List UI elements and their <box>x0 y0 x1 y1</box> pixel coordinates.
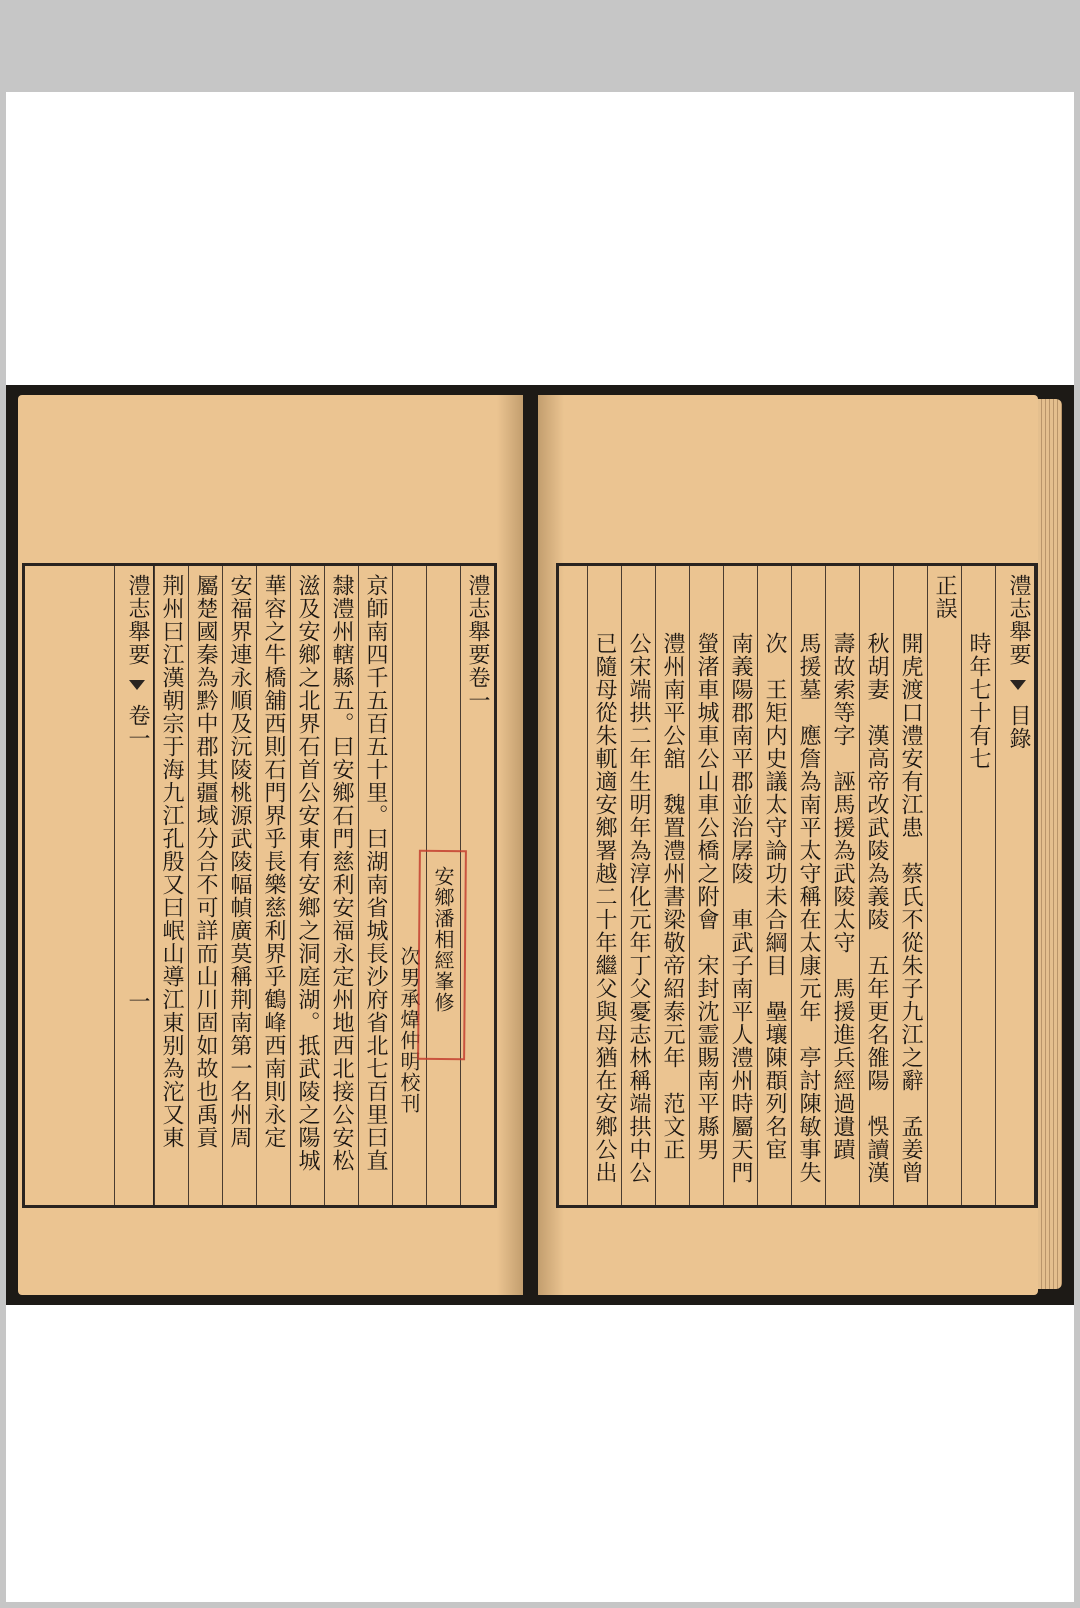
banner-column <box>114 566 154 1205</box>
toc-column: 已隨母從朱軏適安鄉署越二十年繼父與母猶在安鄉公出 <box>587 566 621 1205</box>
toc-column: 次 王矩内史議太守論功未合綱目 壘壤陳頵列名宦 <box>757 566 791 1205</box>
banner-section: 目錄 <box>1006 704 1031 750</box>
text-column: 荆州曰江漢朝宗于海九江孔殷又曰岷山導江東别為沱又東 <box>154 566 188 1205</box>
toc-column: 秋胡妻 漢高帝改武陵為義陵 五年更名雒陽 悞讀漢 <box>859 566 893 1205</box>
gutter-shadow <box>497 395 523 1295</box>
text-column: 時年七十有七 <box>961 566 995 1205</box>
text-column: 滋及安鄉之北界石首公安東有安鄉之洞庭湖。抵武陵之陽城 <box>290 566 324 1205</box>
left-page <box>18 395 523 1295</box>
folio-number: 一 <box>125 990 150 1013</box>
banner-title: 澧志舉要 <box>125 574 150 666</box>
text-column: 屬楚國秦為黔中郡其疆域分合不可詳而山川固如故也禹貢 <box>188 566 222 1205</box>
volume-title: 澧志舉要卷一 <box>460 566 494 1205</box>
book-scan <box>6 385 1074 1305</box>
toc-column: 螢渚車城車公山車公橋之附會 宋封沈霊賜南平縣男 <box>689 566 723 1205</box>
fish-tail-mark <box>1010 680 1026 690</box>
toc-column: 公宋端拱二年生明年為淳化元年丁父憂志林稱端拱中公 <box>621 566 655 1205</box>
right-text-panel <box>556 563 1038 1208</box>
banner-volume: 卷一 <box>125 704 150 750</box>
toc-column: 澧州南平公舘 魏置澧州書梁敬帝紹泰元年 范文正 <box>655 566 689 1205</box>
right-page <box>538 395 1038 1295</box>
text-column: 京師南四千五百五十里。曰湖南省城長沙府省北七百里曰直 <box>358 566 392 1205</box>
text-column: 華容之牛橋舖西則石門界乎長樂慈利界乎鶴峰西南則永定 <box>256 566 290 1205</box>
toc-column: 南義陽郡南平郡並治孱陵 車武子南平人澧州時屬天門 <box>723 566 757 1205</box>
toc-column: 壽故索等字 誣馬援為武陵太守 馬援進兵經過遺蹟 <box>825 566 859 1205</box>
section-heading: 正誤 <box>927 566 961 1205</box>
scan-frame <box>6 92 1074 1602</box>
library-seal <box>417 850 467 1060</box>
banner-column <box>995 566 1035 1205</box>
editor-byline: 次男承煒仲明校刊 <box>392 566 426 1205</box>
compiler-byline: 安鄉潘相經峯修 <box>426 566 460 1205</box>
right-columns <box>587 566 1035 1205</box>
page-edges <box>1038 399 1062 1289</box>
text-column: 安福界連永順及沅陵桃源武陵幅幀廣莫稱荆南第一名州周 <box>222 566 256 1205</box>
text-column: 隸澧州轄縣五。曰安鄉石門慈利安福永定州地西北接公安松 <box>324 566 358 1205</box>
banner-title: 澧志舉要 <box>1006 574 1031 666</box>
toc-column: 開虎渡口澧安有江患 蔡氏不從朱子九江之辭 孟姜曾 <box>893 566 927 1205</box>
toc-column: 馬援墓 應詹為南平太守稱在太康元年 亭討陳敏事失 <box>791 566 825 1205</box>
fish-tail-mark <box>129 680 145 690</box>
